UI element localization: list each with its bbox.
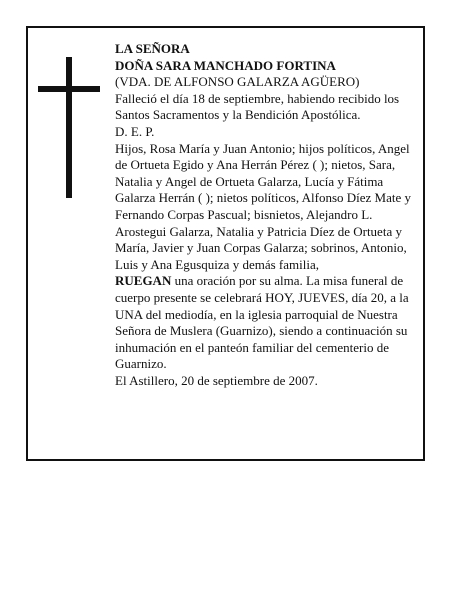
service-paragraph [115, 273, 420, 373]
cross-icon-bar [38, 86, 100, 92]
service-details: una oración por su alma. La misa funeral de cuerpo presente se celebrará HOY, JUEVES, día 20, a la UNA del mediodía, en la iglesia parroquial de Nuestra Señora de Muslera (Guarnizo), siendo a continuación su inhumación en el panteón familiar del cementerio de Guarnizo. [115, 273, 409, 372]
notice-title: LA SEÑORA [115, 41, 190, 56]
widow-of: (VDA. DE ALFONSO GALARZA AGÜERO) [115, 74, 360, 90]
ruegan-label: RUEGAN [115, 273, 172, 289]
rip-abbreviation: D. E. P. [115, 123, 155, 139]
place-date: El Astillero, 20 de septiembre de 2007. [115, 372, 318, 388]
obituary-text [115, 41, 420, 389]
death-statement: Falleció el día 18 de septiembre, habiendo recibido los Santos Sacramentos y la Bendición Apostólica. [115, 90, 400, 123]
deceased-name: DOÑA SARA MANCHADO FORTINA [115, 57, 336, 73]
cross-icon [66, 57, 72, 198]
obituary-notice [26, 26, 425, 461]
family-list: Hijos, Rosa María y Juan Antonio; hijos políticos, Angel de Ortueta Egido y Ana Herrán Pérez ( ); nietos, Sara, Natalia y Angel de Ortueta Galarza, Lucía y Fátima Galarza Herrán ( ); nietos políticos, Alfonso Díez Mate y Fernando Corpas Pascual; bisnietos, Alejandro L. Arostegui Galarza, Natalia y Patricia Díez de Ortueta y María, Javier y Juan Corpas Galarza; sobrinos, Antonio, Luis y Ana Egusquiza y demás familia, [115, 140, 412, 272]
